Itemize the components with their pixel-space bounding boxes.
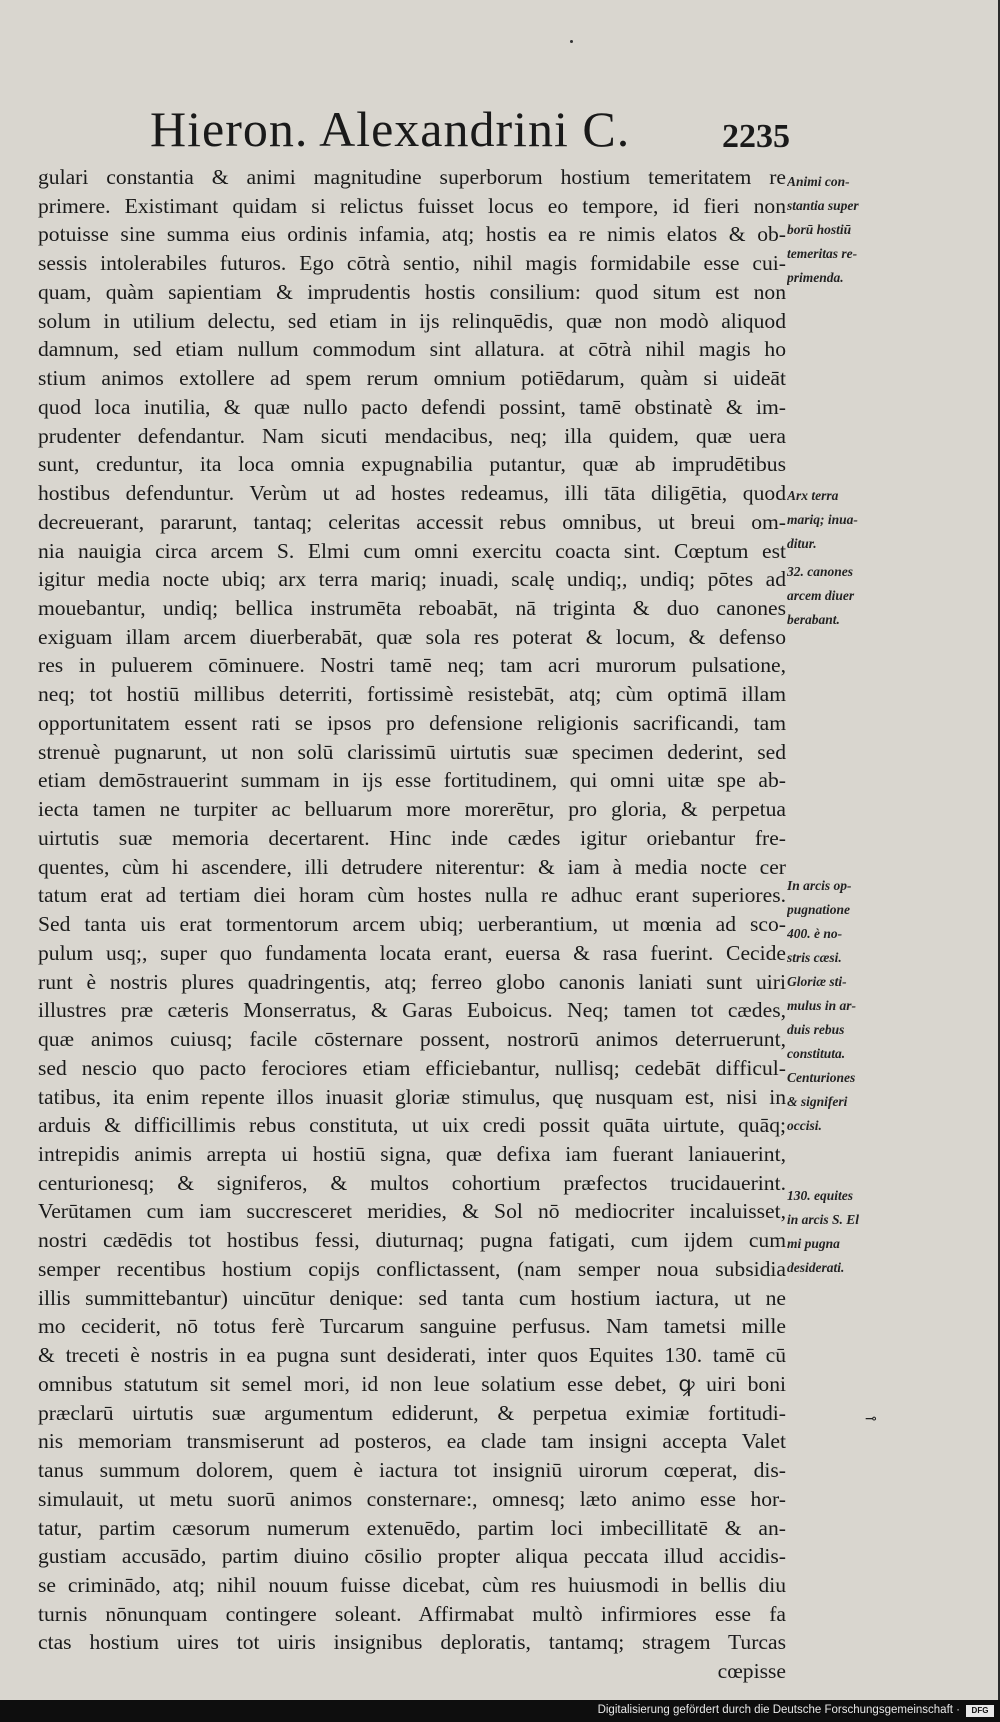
margin-note-line: berabant. [787, 612, 840, 627]
margin-note-arx-terra [787, 484, 887, 556]
text-line: decreuerant, pararunt, tantaq; celeritas accessit rebus omnibus, ut breui om- [38, 509, 786, 534]
margin-note-line: arcem diuer [787, 588, 855, 603]
text-line: sunt, creduntur, ita loca omnia expugnabilia putantur, quæ ab imprudētibus [38, 452, 786, 477]
margin-note-line: mariq; inua- [787, 512, 858, 527]
text-line: pulum usq;, super quo fundamenta locata erant, euersa & rasa fuerint. Cecide [38, 940, 786, 965]
text-line: mo ceciderit, nō totus ferè Turcarum sanguine perfusus. Nam tametsi mille [38, 1314, 786, 1339]
running-header [150, 100, 790, 160]
text-line: & treceti è nostris in ea pugna sunt desiderati, inter quos Equites 130. tamē cū [38, 1343, 786, 1368]
text-line: omnibus statutum sit semel mori, id non leue solatium esse debet, ꝙ uiri boni [38, 1371, 786, 1396]
text-line: nia nauigia circa arcem S. Elmi cum omni exercitu coacta sint. Cœptum est [38, 538, 786, 563]
margin-note-line: mulus in ar- [787, 998, 857, 1013]
text-line: neq; tot hostiū millibus deterriti, fortissimè resistebāt, atq; cùm optimā illam [38, 682, 786, 707]
text-line: illis summittebantur) uincūtur denique: sed tanta cum hostium iactura, ut ne [38, 1285, 786, 1310]
text-line: se criminādo, atq; nihil nouum fuisse dicebat, cùm res huiusmodi in bellis diu [38, 1572, 786, 1597]
funding-credit: Digitalisierung gefördert durch die Deutsche Forschungsgemeinschaft · [597, 1704, 960, 1716]
text-line: præclarū uirtutis suæ argumentum ediderunt, & perpetua eximiæ fortitudi- [38, 1400, 786, 1425]
margin-note-line: In arcis op- [787, 878, 852, 893]
margin-note-line: primenda. [787, 270, 844, 285]
text-line: solum in utilium delectu, sed etiam in ijs relinquēdis, quæ non modò aliquod [38, 308, 786, 333]
margin-note-line: 130. equites [787, 1188, 853, 1203]
text-line: opportunitatem essent rati se ipsos pro defensione religionis sacrificandi, tam [38, 710, 786, 735]
text-line: tatum erat ad tertiam diei horam cùm hostes nulla re adhuc erant superiores. [38, 883, 786, 908]
text-line: potuisse sine summa eius ordinis infamia, atq; hostis ea re nimis elatos & ob- [38, 222, 786, 247]
text-line: intrepidis animis arrepta ui hostiū signa, quæ defixa iam fuerant laniauerint, [38, 1141, 786, 1166]
text-line: quam, quàm sapientiam & imprudentis hostis consilium: quod situm est non [38, 279, 786, 304]
text-line: res in puluerem cōminuere. Nostri tamē neq; tam acri murorum pulsatione, [38, 653, 786, 678]
margin-note-line: stris cæsi. [787, 950, 842, 965]
margin-note-in-arcis [787, 874, 887, 1138]
text-line: tatur, partim cæsorum numerum extenuēdo, partim loci imbecillitatē & an- [38, 1515, 786, 1540]
margin-note-line: Centuriones [787, 1070, 856, 1085]
text-line: simulauit, ut metu suorū animos consternare:, omnesq; læto animo esse hor- [38, 1486, 786, 1511]
text-line: runt è nostris plures quadringentis, atq; ferreo globo canonis laniati sunt uiri [38, 969, 786, 994]
text-line: exiguam illam arcem diuerberabāt, quæ sola res poterat & locum, & defenso [38, 624, 786, 649]
margin-note-line: occisi. [787, 1118, 822, 1133]
margin-note-line: pugnatione [787, 902, 851, 917]
text-line: gulari constantia & animi magnitudine superborum hostium temeritatem re [38, 165, 786, 189]
running-title: Hieron. Alexandrini C. [150, 101, 631, 157]
text-line: hostibus defenduntur. Verùm ut ad hostes redeamus, illi tāta diligētia, quod [38, 481, 786, 506]
text-line: sed nescio quo pacto ferociores etiam efficiebantur, nullisq; cedebāt difficul- [38, 1055, 786, 1080]
text-line: arduis & difficillimis rebus constituta, ut uix credi possit quāta uirtute, quāq; [38, 1113, 786, 1138]
text-line: gustiam accusādo, partim diuino cōsilio propter aliqua peccata illud accidis- [38, 1544, 786, 1569]
text-line: primere. Existimant quidam si relictus fuisset locus eo tempore, id fieri non [38, 193, 786, 218]
text-line: centurionesq; & signiferos, & multos cohortium præfectos trucidauerint. [38, 1170, 786, 1195]
text-line: nis memoriam transmiserunt ad posteros, ea clade tam insigni accepta Valet [38, 1429, 786, 1454]
margin-note-line: Gloriæ sti- [787, 974, 847, 989]
page-mark: ⊸ [865, 1412, 877, 1427]
margin-note-line: in arcis S. El [787, 1212, 860, 1227]
margin-note-line: temeritas re- [787, 246, 858, 261]
margin-note-line: desiderati. [787, 1260, 845, 1275]
text-line: damnum, sed etiam nullum commodum sint allatura. at cōtrà nihil magis ho [38, 337, 786, 362]
margin-note-line: 400. è no- [787, 926, 843, 941]
text-line: Verūtamen cum iam succresceret meridies, & Sol nō mediocriter incaluisset, [38, 1199, 786, 1224]
margin-note-line: constituta. [787, 1046, 846, 1061]
margin-note-line: ditur. [787, 536, 817, 551]
dfg-logo: DFG [966, 1705, 994, 1717]
text-line: quod loca inutilia, & quæ nullo pacto defendi possint, tamē obstinatè & im- [38, 394, 786, 419]
margin-note-line: stantia super [787, 198, 859, 213]
text-line: turnis nōnunquam contingere soleant. Affirmabat multò infirmiores esse fa [38, 1601, 786, 1626]
text-line: strenuè pugnarunt, ut non solū clarissimū uirtutis suæ specimen dederint, sed [38, 739, 786, 764]
text-line: prudenter defendantur. Nam sicuti mendacibus, neq; illa quidem, quæ uera [38, 423, 786, 448]
text-line: iecta tamen ne turpiter ac belluarum more morerētur, pro gloria, & perpetua [38, 797, 786, 822]
margin-note-130-equites [787, 1184, 887, 1280]
text-line: Sed tanta uis erat tormentorum arcem ubiq; uerberantium, ut mœnia ad sco- [38, 912, 786, 937]
margin-note-line: duis rebus [787, 1022, 845, 1037]
text-line: nostri cædēdis tot hostibus fessi, diuturnaq; pugna fatigati, cum ijdem cum [38, 1228, 786, 1253]
margin-note-line: mi pugna [787, 1236, 840, 1251]
text-line: mouebantur, undiq; bellica instrumēta reboabāt, nā triginta & duo canones [38, 596, 786, 621]
margin-note-line: & signiferi [787, 1094, 848, 1109]
margin-note-line: Arx terra [787, 488, 839, 503]
margin-note-32-canones [787, 560, 887, 632]
main-text-block [38, 163, 786, 1686]
page-speck [570, 40, 573, 43]
footer-bar [0, 1700, 1000, 1722]
text-line: etiam demōstrauerint summam in ijs esse fortitudinem, qui omni uitæ spe ab- [38, 768, 786, 793]
text-line: quæ animos cuiusq; facile cōsternare possent, nostrorū animos deterruerunt, [38, 1027, 786, 1052]
margin-note-line: 32. canones [787, 564, 854, 579]
margin-note-line: borū hostiū [787, 222, 852, 237]
text-line: semper recentibus hostium copijs conflictassent, (nam semper noua subsidia [38, 1256, 786, 1281]
text-line: tatibus, ita enim repente illos inuasit gloriæ stimulus, quę nusquam est, nisi in [38, 1084, 786, 1109]
page-number: 2235 [722, 118, 790, 155]
margin-note-line: Animi con- [787, 174, 850, 189]
text-line: quentes, cùm hi ascendere, illi detrudere niterentur: & iam à media nocte cer [38, 854, 786, 879]
text-line: tanus summum dolorem, quem è iactura tot insigniū uirorum cœperat, dis- [38, 1458, 786, 1483]
text-line: uirtutis suæ memoria decertarent. Hinc inde cædes igitur oriebantur fre- [38, 825, 786, 850]
text-line: sessis intolerabiles futuros. Ego cōtrà sentio, nihil magis formidabile esse cui- [38, 251, 786, 276]
margin-note-animi-constantia [787, 170, 887, 290]
text-line: ctas hostium uires tot uiris insignibus deploratis, tantamq; stragem Turcas [38, 1630, 786, 1655]
text-line: cœpisse [717, 1659, 786, 1684]
text-line: stium animos extollere ad spem rerum omnium potiēdarum, quàm si uideāt [38, 366, 786, 391]
text-line: igitur media nocte ubiq; arx terra mariq; inuadi, scalę undiq;, undiq; pōtes ad [38, 567, 786, 592]
text-line: illustres præ cæteris Monserratus, & Garas Euboicus. Neq; tamen tot cædes, [38, 998, 786, 1023]
